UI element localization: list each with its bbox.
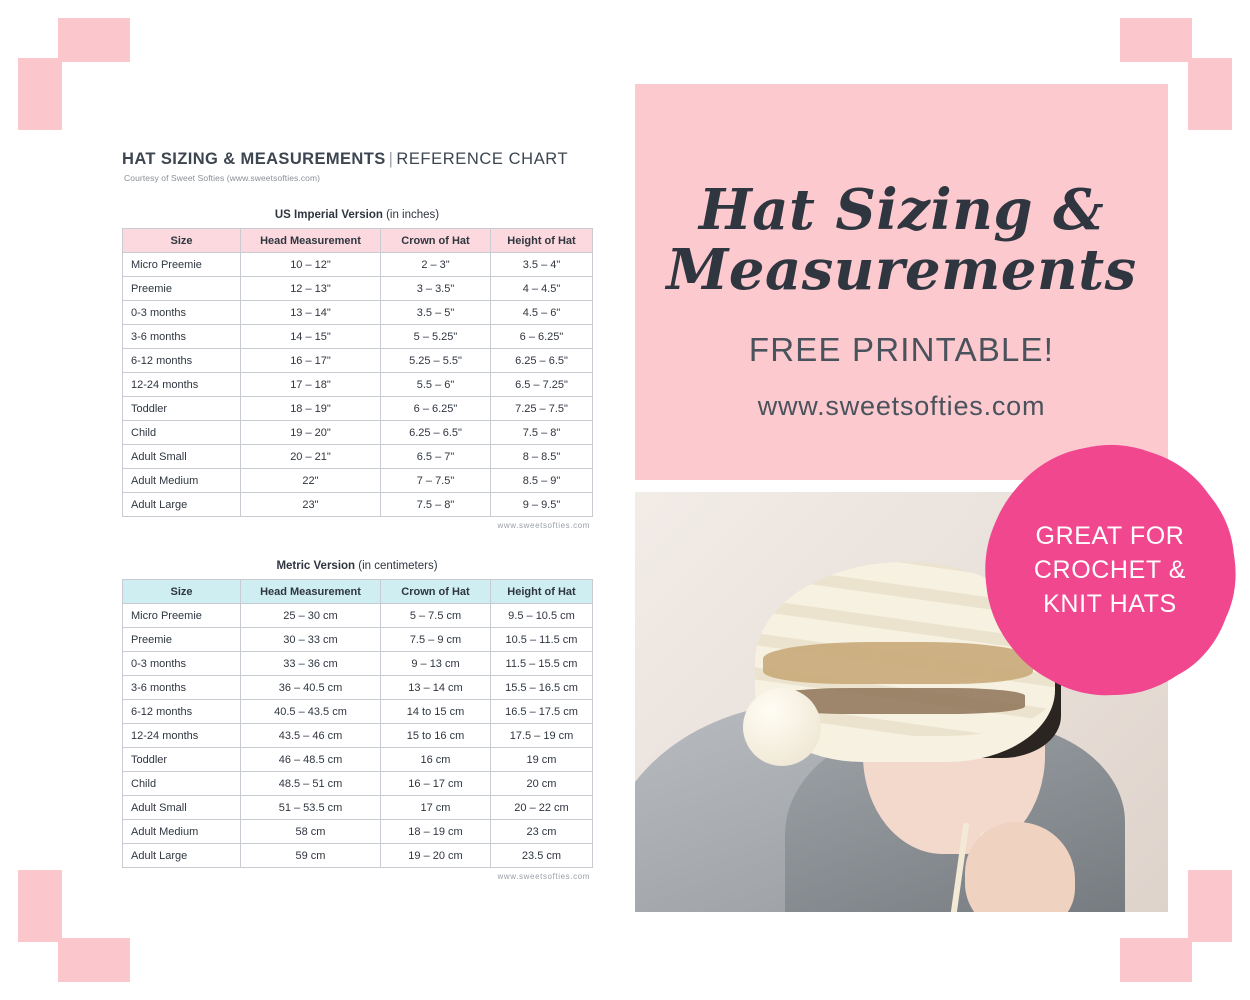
cell-value: 43.5 – 46 cm bbox=[241, 724, 381, 748]
cell-value: 9.5 – 10.5 cm bbox=[491, 604, 593, 628]
cell-value: 17.5 – 19 cm bbox=[491, 724, 593, 748]
imperial-table-credit: www.sweetsofties.com bbox=[497, 521, 590, 530]
page-title-light: REFERENCE CHART bbox=[396, 150, 569, 168]
cell-value: 20 – 22 cm bbox=[491, 796, 593, 820]
cell-value: 10.5 – 11.5 cm bbox=[491, 628, 593, 652]
cell-value: 48.5 – 51 cm bbox=[241, 772, 381, 796]
table-row bbox=[123, 820, 593, 844]
cell-value: 4.5 – 6" bbox=[491, 301, 593, 325]
cell-value: 10 – 12" bbox=[241, 253, 381, 277]
cell-value: 6.25 – 6.5" bbox=[381, 421, 491, 445]
cell-size: Adult Medium bbox=[123, 469, 241, 493]
cell-value: 23.5 cm bbox=[491, 844, 593, 868]
cell-value: 7.5 – 8" bbox=[381, 493, 491, 517]
table-row bbox=[123, 724, 593, 748]
cell-value: 15 to 16 cm bbox=[381, 724, 491, 748]
cell-value: 19 – 20" bbox=[241, 421, 381, 445]
corner-arm-horizontal bbox=[1120, 938, 1232, 982]
table-row bbox=[123, 421, 593, 445]
table-row bbox=[123, 373, 593, 397]
cell-value: 20 cm bbox=[491, 772, 593, 796]
metric-sizing-table bbox=[122, 579, 593, 868]
chart-column bbox=[122, 150, 592, 881]
imperial-sizing-table bbox=[122, 228, 593, 517]
metric-table-caption bbox=[122, 560, 592, 572]
cell-value: 18 – 19 cm bbox=[381, 820, 491, 844]
corner-arm-vertical bbox=[1188, 18, 1232, 130]
page-title-bold: HAT SIZING & MEASUREMENTS bbox=[122, 150, 386, 168]
promo-headline-line-2: Measurements bbox=[666, 237, 1137, 304]
metric-caption-bold: Metric Version bbox=[276, 560, 356, 572]
table-row bbox=[123, 628, 593, 652]
cell-value: 40.5 – 43.5 cm bbox=[241, 700, 381, 724]
cell-value: 22" bbox=[241, 469, 381, 493]
table-header-row bbox=[123, 580, 593, 604]
column-header-head-measurement: Head Measurement bbox=[241, 229, 381, 253]
corner-notch bbox=[1192, 942, 1232, 982]
imperial-table-body bbox=[123, 253, 593, 517]
cell-value: 19 – 20 cm bbox=[381, 844, 491, 868]
badge-line-2: CROCHET & bbox=[1033, 556, 1187, 585]
cell-value: 7.25 – 7.5" bbox=[491, 397, 593, 421]
table-row bbox=[123, 253, 593, 277]
column-header-crown-of-hat: Crown of Hat bbox=[381, 229, 491, 253]
table-row bbox=[123, 748, 593, 772]
badge-line-1: GREAT FOR bbox=[1035, 522, 1185, 551]
cell-value: 6.5 – 7.25" bbox=[491, 373, 593, 397]
cell-size: Toddler bbox=[123, 748, 241, 772]
promo-panel bbox=[635, 84, 1168, 480]
cell-value: 58 cm bbox=[241, 820, 381, 844]
cell-size: 6-12 months bbox=[123, 349, 241, 373]
corner-arm-vertical bbox=[18, 870, 62, 982]
cell-value: 36 – 40.5 cm bbox=[241, 676, 381, 700]
cell-value: 13 – 14" bbox=[241, 301, 381, 325]
table-header-row bbox=[123, 229, 593, 253]
cell-value: 2 – 3" bbox=[381, 253, 491, 277]
imperial-table-block bbox=[122, 209, 592, 530]
cell-value: 8.5 – 9" bbox=[491, 469, 593, 493]
cell-value: 6 – 6.25" bbox=[491, 325, 593, 349]
cell-value: 16 cm bbox=[381, 748, 491, 772]
cell-size: Child bbox=[123, 772, 241, 796]
cell-size: 6-12 months bbox=[123, 700, 241, 724]
cell-size: 3-6 months bbox=[123, 676, 241, 700]
column-header-size: Size bbox=[123, 580, 241, 604]
cell-value: 7.5 – 8" bbox=[491, 421, 593, 445]
promo-badge bbox=[986, 447, 1234, 695]
cell-value: 33 – 36 cm bbox=[241, 652, 381, 676]
cell-value: 11.5 – 15.5 cm bbox=[491, 652, 593, 676]
cell-value: 13 – 14 cm bbox=[381, 676, 491, 700]
cell-value: 23" bbox=[241, 493, 381, 517]
cell-value: 9 – 9.5" bbox=[491, 493, 593, 517]
cell-size: Micro Preemie bbox=[123, 253, 241, 277]
table-row bbox=[123, 349, 593, 373]
cell-size: Toddler bbox=[123, 397, 241, 421]
table-row bbox=[123, 796, 593, 820]
cell-size: Adult Medium bbox=[123, 820, 241, 844]
cell-value: 16.5 – 17.5 cm bbox=[491, 700, 593, 724]
badge-line-3: KNIT HATS bbox=[1043, 589, 1177, 618]
corner-arm-horizontal bbox=[18, 18, 130, 62]
photo-hat-pompom bbox=[743, 688, 821, 766]
column-header-head-measurement: Head Measurement bbox=[241, 580, 381, 604]
cell-value: 8 – 8.5" bbox=[491, 445, 593, 469]
cell-value: 6.25 – 6.5" bbox=[491, 349, 593, 373]
cell-size: Adult Large bbox=[123, 844, 241, 868]
cell-value: 7 – 7.5" bbox=[381, 469, 491, 493]
cell-value: 6 – 6.25" bbox=[381, 397, 491, 421]
cell-size: Micro Preemie bbox=[123, 604, 241, 628]
cell-value: 5.25 – 5.5" bbox=[381, 349, 491, 373]
corner-decoration-top-left bbox=[18, 18, 130, 130]
cell-size: Adult Small bbox=[123, 445, 241, 469]
table-row bbox=[123, 652, 593, 676]
cell-size: Preemie bbox=[123, 277, 241, 301]
table-row bbox=[123, 700, 593, 724]
cell-value: 18 – 19" bbox=[241, 397, 381, 421]
cell-value: 20 – 21" bbox=[241, 445, 381, 469]
cell-size: Child bbox=[123, 421, 241, 445]
cell-value: 17 – 18" bbox=[241, 373, 381, 397]
cell-value: 25 – 30 cm bbox=[241, 604, 381, 628]
promo-headline-line-1: Hat Sizing & bbox=[698, 177, 1105, 243]
cell-value: 51 – 53.5 cm bbox=[241, 796, 381, 820]
imperial-caption-units: (in inches) bbox=[386, 209, 440, 221]
table-row bbox=[123, 772, 593, 796]
promo-subheadline: FREE PRINTABLE! bbox=[748, 330, 1055, 368]
cell-size: Adult Small bbox=[123, 796, 241, 820]
corner-arm-horizontal bbox=[1120, 18, 1232, 62]
cell-value: 15.5 – 16.5 cm bbox=[491, 676, 593, 700]
cell-size: 0-3 months bbox=[123, 301, 241, 325]
cell-value: 4 – 4.5" bbox=[491, 277, 593, 301]
cell-value: 5.5 – 6" bbox=[381, 373, 491, 397]
cell-value: 14 – 15" bbox=[241, 325, 381, 349]
table-row bbox=[123, 676, 593, 700]
table-row bbox=[123, 445, 593, 469]
metric-caption-units: (in centimeters) bbox=[358, 560, 438, 572]
cell-value: 5 – 5.25" bbox=[381, 325, 491, 349]
cell-value: 3 – 3.5" bbox=[381, 277, 491, 301]
cell-size: 3-6 months bbox=[123, 325, 241, 349]
cell-size: Preemie bbox=[123, 628, 241, 652]
promo-headline bbox=[635, 177, 1168, 304]
table-row bbox=[123, 325, 593, 349]
column-header-crown-of-hat: Crown of Hat bbox=[381, 580, 491, 604]
cell-value: 17 cm bbox=[381, 796, 491, 820]
cell-value: 14 to 15 cm bbox=[381, 700, 491, 724]
cell-value: 7.5 – 9 cm bbox=[381, 628, 491, 652]
cell-value: 23 cm bbox=[491, 820, 593, 844]
table-row bbox=[123, 301, 593, 325]
page-title-separator: | bbox=[388, 150, 394, 168]
table-row bbox=[123, 469, 593, 493]
corner-arm-vertical bbox=[1188, 870, 1232, 982]
corner-notch bbox=[18, 18, 58, 58]
cell-value: 6.5 – 7" bbox=[381, 445, 491, 469]
cell-value: 46 – 48.5 cm bbox=[241, 748, 381, 772]
badge-text bbox=[986, 447, 1234, 695]
metric-table-block bbox=[122, 560, 592, 881]
cell-size: 0-3 months bbox=[123, 652, 241, 676]
corner-decoration-bottom-left bbox=[18, 870, 130, 982]
table-row bbox=[123, 397, 593, 421]
promo-website-url[interactable]: www.sweetsofties.com bbox=[757, 390, 1046, 421]
cell-value: 30 – 33 cm bbox=[241, 628, 381, 652]
corner-notch bbox=[1192, 18, 1232, 58]
cell-value: 59 cm bbox=[241, 844, 381, 868]
table-row bbox=[123, 844, 593, 868]
cell-value: 19 cm bbox=[491, 748, 593, 772]
cell-size: Adult Large bbox=[123, 493, 241, 517]
cell-value: 5 – 7.5 cm bbox=[381, 604, 491, 628]
page-subtitle: Courtesy of Sweet Softies (www.sweetsofties.com) bbox=[124, 173, 321, 183]
cell-value: 3.5 – 4" bbox=[491, 253, 593, 277]
cell-value: 3.5 – 5" bbox=[381, 301, 491, 325]
corner-arm-horizontal bbox=[18, 938, 130, 982]
cell-size: 12-24 months bbox=[123, 724, 241, 748]
corner-notch bbox=[18, 942, 58, 982]
imperial-table-caption bbox=[122, 209, 592, 221]
metric-table-credit: www.sweetsofties.com bbox=[497, 872, 590, 881]
cell-size: 12-24 months bbox=[123, 373, 241, 397]
table-row bbox=[123, 604, 593, 628]
cell-value: 12 – 13" bbox=[241, 277, 381, 301]
column-header-height-of-hat: Height of Hat bbox=[491, 229, 593, 253]
cell-value: 16 – 17 cm bbox=[381, 772, 491, 796]
metric-table-body bbox=[123, 604, 593, 868]
cell-value: 16 – 17" bbox=[241, 349, 381, 373]
column-header-height-of-hat: Height of Hat bbox=[491, 580, 593, 604]
imperial-caption-bold: US Imperial Version bbox=[274, 209, 383, 221]
column-header-size: Size bbox=[123, 229, 241, 253]
corner-arm-vertical bbox=[18, 18, 62, 130]
cell-value: 9 – 13 cm bbox=[381, 652, 491, 676]
table-row bbox=[123, 277, 593, 301]
page-title bbox=[122, 150, 592, 169]
table-row bbox=[123, 493, 593, 517]
